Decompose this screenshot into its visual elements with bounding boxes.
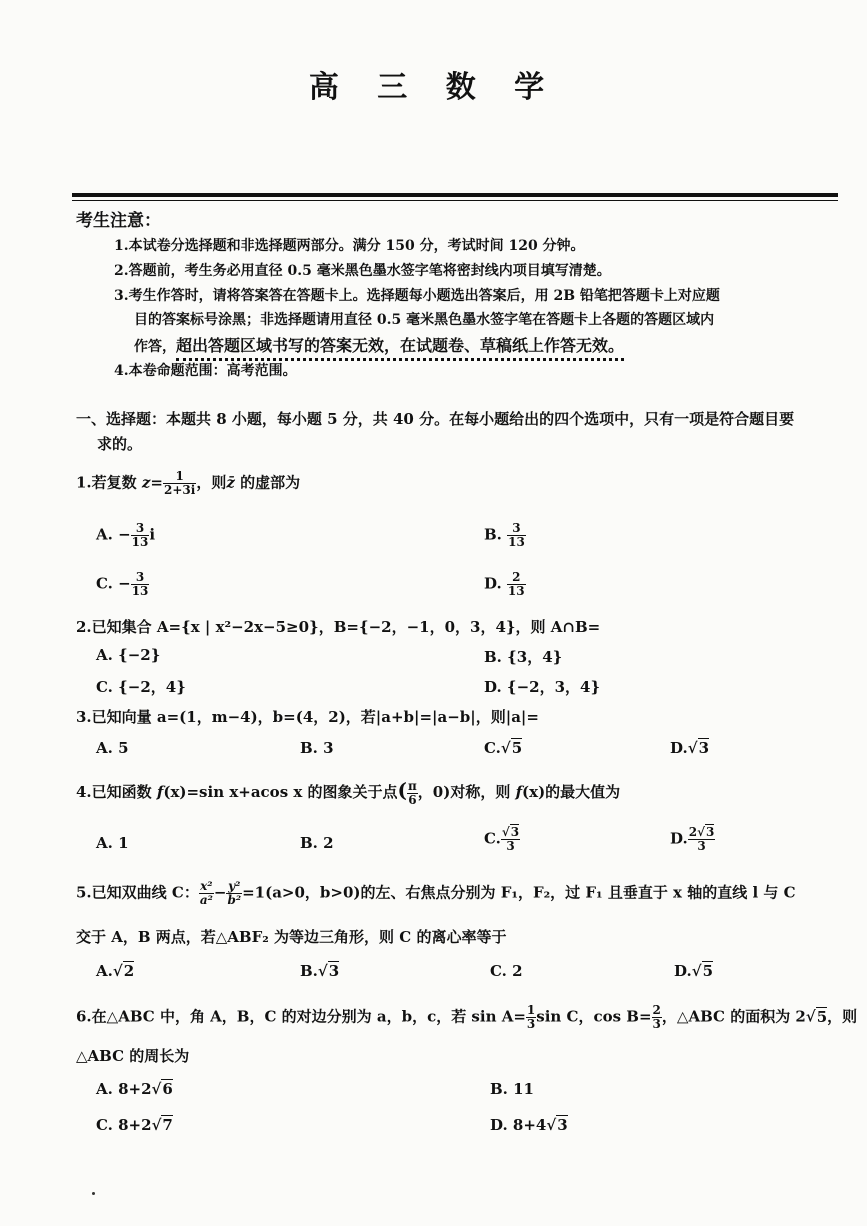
q1-text-f: 的虚部为	[234, 473, 301, 492]
question-5-stem	[76, 880, 796, 907]
q4-lparen: (	[397, 778, 407, 802]
q4-d-radicand: 3	[705, 825, 715, 839]
q3-option-d[interactable]: D.√3	[670, 739, 709, 757]
q1-d-den: 13	[507, 584, 525, 598]
question-2-stem: 2.已知集合 A={x | x²−2x−5≥0}，B={−2，−1，0，3，4}，则 A∩B=	[76, 618, 601, 636]
q6-option-a[interactable]: A. 8+2√6	[96, 1080, 173, 1098]
q5-b-radicand: 3	[328, 962, 340, 980]
q1-option-c[interactable]	[96, 571, 149, 598]
q5-frac-x	[199, 880, 214, 907]
q1-a-num: 3	[131, 522, 150, 536]
q5-frac-y-num: y²	[228, 879, 241, 893]
q4-c-fraction	[501, 826, 520, 853]
section1-heading: 一、选择题：本题共 8 小题，每小题 5 分，共 40 分。在每小题给出的四个选项中，只有一项是符合题目要	[76, 410, 795, 428]
q2-option-a[interactable]: A. {−2}	[96, 646, 161, 664]
q6-text-d: ，则	[827, 1007, 858, 1026]
scan-speck	[92, 1192, 95, 1195]
q6-c-prefix: C. 8+2	[96, 1116, 152, 1134]
q2-option-d[interactable]: D. {−2，3，4}	[484, 678, 601, 696]
q4-fraction	[407, 780, 418, 807]
q6-c-radicand: 7	[162, 1116, 173, 1134]
notice-item-3-tail: 作答，	[134, 339, 176, 355]
q3-d-prefix: D.	[670, 739, 688, 757]
q4-frac-den: 6	[408, 792, 417, 807]
q6-text-a: 6.在△ABC 中，角 A，B，C 的对边分别为 a，b，c，若 sin A=	[76, 1007, 526, 1026]
notice-item-3-cont: 目的答案标号涂黑；非选择题请用直径 0.5 毫米黑色墨水签字笔在答题卡上各题的答题区域内	[134, 312, 715, 328]
q4-c-prefix: C.	[484, 829, 501, 848]
question-1-stem	[76, 470, 300, 497]
q6-frac-1-num: 1	[526, 1003, 536, 1017]
q3-option-a[interactable]: A. 5	[96, 739, 129, 757]
q1-b-den: 13	[508, 535, 525, 549]
question-3-stem: 3.已知向量 a=(1，m−4)，b=(4，2)，若|a+b|=|a−b|，则|a|=	[76, 708, 539, 726]
page-title: 高 三 数 学	[308, 70, 559, 105]
q1-c-num: 3	[131, 571, 150, 585]
q1-a-prefix: A. −	[96, 525, 131, 544]
q6-d-prefix: D. 8+4	[490, 1116, 547, 1134]
notice-item-3: 3.考生作答时，请将答案答在答题卡上。选择题每小题选出答案后，用 2B 铅笔把答题卡上对应题	[114, 288, 720, 304]
q4-func-f: f	[156, 783, 164, 801]
q3-d-radicand: 3	[698, 739, 709, 757]
q4-c-radicand: 3	[510, 825, 520, 839]
question-6-stem: 6.在△ABC 中，角 A，B，C 的对边分别为 a，b，c，若 sin A= $\frac{1}{3}$ sin C，cos B= $\frac{2}{3}$ ，△ABC 的面积为 2√5，则	[76, 1003, 858, 1031]
q4-text-h: (x)的最大值为	[522, 783, 621, 801]
q1-b-fraction	[507, 522, 526, 549]
notice-item-3-end	[134, 333, 624, 356]
q4-d-prefix: D.	[670, 829, 688, 848]
q1-c-den: 13	[131, 584, 149, 598]
question-5-cont: 交于 A，B 两点，若△ABF₂ 为等边三角形，则 C 的离心率等于	[76, 928, 507, 946]
q5-frac-x-den: a²	[199, 893, 213, 907]
q3-option-c[interactable]: C.√5	[484, 739, 523, 757]
q4-text-e: ，0)	[417, 783, 451, 801]
q6-option-d[interactable]: D. 8+4√3	[490, 1116, 568, 1134]
q6-frac-1-den: 3	[526, 1017, 536, 1031]
q5-option-d[interactable]: D.√5	[674, 962, 713, 980]
q6-frac-2-den: 3	[652, 1017, 661, 1031]
q1-d-prefix: D.	[484, 574, 507, 593]
q5-option-b[interactable]: B.√3	[300, 962, 340, 980]
q5-frac-y	[226, 880, 242, 907]
q1-text-a: 1.若复数	[76, 473, 142, 492]
q3-option-b[interactable]: B. 3	[300, 739, 334, 757]
q4-d-den: 3	[697, 839, 706, 853]
q2-option-c[interactable]: C. {−2，4}	[96, 678, 186, 696]
q2-option-b[interactable]: B. {3，4}	[484, 648, 563, 666]
q1-frac-num: 1	[163, 470, 196, 484]
q4-text-f: 对称，则	[450, 783, 516, 801]
q6-frac-2-num: 2	[652, 1003, 661, 1017]
q5-frac-x-num: x²	[200, 879, 213, 893]
q4-option-d[interactable]	[670, 826, 715, 853]
q5-text-tail: =1(a>0，b>0)的左、右焦点分别为 F₁，F₂，过 F₁ 且垂直于 x 轴的直线 l 与 C	[242, 883, 796, 902]
q3-c-prefix: C.	[484, 739, 501, 757]
section1-heading-cont: 求的。	[97, 435, 143, 453]
q6-a-prefix: A. 8+2	[96, 1080, 152, 1098]
q1-eq: =	[150, 473, 163, 492]
notice-item-1: 1.本试卷分选择题和非选择题两部分。满分 150 分，考试时间 120 分钟。	[114, 238, 585, 254]
q4-option-b[interactable]: B. 2	[300, 834, 334, 852]
notice-item-4: 4.本卷命题范围：高考范围。	[114, 363, 297, 379]
q4-func-f2: f	[515, 783, 523, 801]
q6-d-radicand: 3	[557, 1116, 568, 1134]
notice-emphasis: 超出答题区域书写的答案无效，在试题卷、草稿纸上作答无效。	[176, 336, 624, 361]
q1-d-num: 2	[507, 571, 526, 585]
q6-option-c[interactable]: C. 8+2√7	[96, 1116, 173, 1134]
q5-option-c[interactable]: C. 2	[490, 962, 523, 980]
question-4-stem	[76, 778, 620, 807]
q6-a-radicand: 6	[162, 1080, 173, 1098]
header-rule-thick	[72, 193, 838, 197]
q5-b-prefix: B.	[300, 962, 318, 980]
q5-d-radicand: 5	[702, 962, 713, 980]
q1-option-a[interactable]	[96, 522, 155, 549]
q4-c-num: √3	[501, 825, 520, 839]
notice-heading: 考生注意：	[76, 211, 161, 231]
q4-d-coef: 2	[688, 825, 698, 839]
q1-option-b[interactable]	[484, 522, 526, 549]
q1-var-z: z	[141, 473, 151, 492]
q1-b-num: 3	[507, 522, 526, 536]
q1-d-fraction	[507, 571, 526, 598]
q4-frac-num: π	[408, 778, 417, 793]
q6-text-b: sin C，cos B=	[536, 1007, 652, 1026]
q1-fraction	[163, 470, 196, 497]
q4-option-c[interactable]	[484, 826, 520, 853]
q5-d-prefix: D.	[674, 962, 692, 980]
notice-item-2: 2.答题前，考生务必用直径 0.5 毫米黑色墨水签字笔将密封线内项目填写清楚。	[114, 263, 611, 279]
header-rule-thin	[72, 200, 838, 201]
q4-option-a[interactable]: A. 1	[96, 834, 129, 852]
q6-frac-1	[526, 1004, 536, 1031]
q5-minus: −	[213, 883, 227, 902]
q4-d-num: 2√3	[688, 825, 715, 839]
q5-a-prefix: A.	[96, 962, 113, 980]
q6-frac-2	[652, 1004, 662, 1031]
q6-option-b[interactable]: B. 11	[490, 1080, 534, 1098]
q1-b-prefix: B.	[484, 525, 508, 544]
q5-frac-y-den: b²	[227, 893, 242, 907]
q1-a-den: 13	[131, 535, 149, 549]
q1-a-suffix: i	[149, 525, 156, 544]
q1-conj-z: z̄	[226, 473, 235, 492]
q6-radicand: 5	[816, 1007, 828, 1026]
q1-a-fraction	[131, 522, 150, 549]
q4-c-den: 3	[506, 839, 515, 853]
q5-text-a: 5.已知双曲线 C：	[76, 883, 199, 902]
q1-c-prefix: C. −	[96, 574, 131, 593]
q5-option-a[interactable]: A.√2	[96, 962, 135, 980]
q4-text-c: (x)=sin x+acos x 的图象关于点	[163, 783, 398, 801]
q6-text-c: ，△ABC 的面积为 2	[661, 1007, 806, 1026]
q3-c-radicand: 5	[511, 739, 523, 757]
q5-a-radicand: 2	[123, 962, 135, 980]
q4-text-a: 4.已知函数	[76, 783, 157, 801]
q1-text-d: ，则	[196, 473, 227, 492]
q1-c-fraction	[131, 571, 150, 598]
q1-option-d[interactable]	[484, 571, 526, 598]
q4-d-fraction	[688, 826, 716, 853]
q1-frac-den: 2+3i	[164, 483, 196, 497]
question-6-cont: △ABC 的周长为	[76, 1047, 190, 1065]
